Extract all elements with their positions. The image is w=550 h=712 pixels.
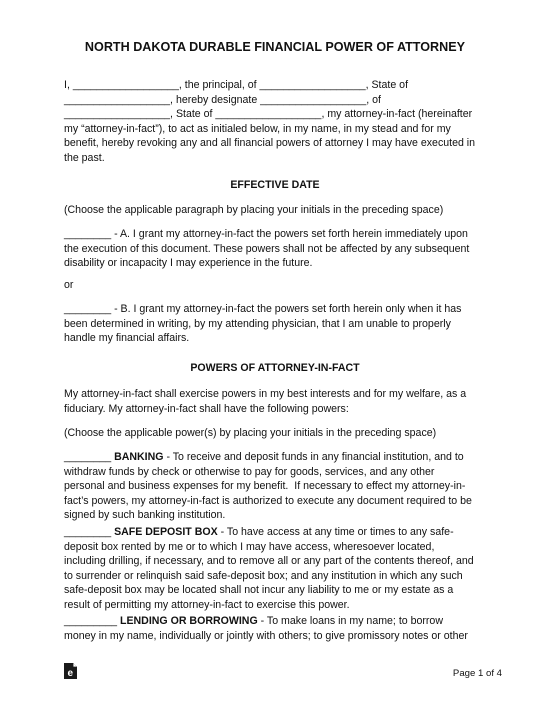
intro-line: __________________, hereby designate __________________, of — [64, 93, 381, 106]
intro-line: my “attorney-in-fact”), to act as initialed below, in my name, in my stead and for my — [64, 122, 451, 135]
effective-date-instruction — [64, 203, 490, 218]
lending-text: - To make loans in my name; to borrow — [257, 615, 443, 627]
option-a-line: disability or incapacity I may experience in the future. — [64, 257, 313, 269]
banking-line: personal and business expenses for my benefit. If necessary to effect my attorney-in- — [64, 480, 466, 492]
lending-line: money in my name, individually or jointly with others; to give promissory notes or other — [64, 629, 468, 642]
document-title: NORTH DAKOTA DURABLE FINANCIAL POWER OF ATTORNEY — [84, 40, 466, 54]
safe-deposit-label: SAFE DEPOSIT BOX — [114, 526, 218, 538]
banking-paragraph — [64, 450, 490, 523]
safe-deposit-text: - To have access at any time or times to any safe- — [217, 526, 454, 538]
intro-line: __________________, State of __________________, my attorney-in-fact (hereinafter — [64, 108, 473, 120]
intro-line: the past. — [64, 151, 105, 164]
initials-blank: ________ — [64, 451, 115, 463]
lending-label: LENDING OR BORROWING — [119, 615, 258, 627]
powers-instruction — [64, 426, 490, 441]
page-number: Page 1 of 4 — [452, 668, 502, 679]
or-label: or — [64, 279, 74, 291]
option-b-line: been determined in writing, by my attending physician, that I am unable to properly — [64, 317, 451, 330]
intro-line: benefit, hereby revoking any and all financial powers of attorney I may have executed in — [64, 137, 476, 149]
option-b-line: ________ - B. I grant my attorney-in-fact the powers set forth herein only when it has — [64, 303, 462, 315]
powers-intro-paragraph — [64, 387, 490, 416]
safe-deposit-line: including drilling, if necessary, and to remove all or any part of the contents thereof, and — [64, 555, 474, 567]
safe-deposit-first-line — [64, 525, 490, 540]
banking-line: signed by such banking institution. — [64, 509, 226, 521]
option-b-paragraph — [64, 302, 490, 346]
initials-blank: _________ — [64, 615, 120, 627]
banking-line: withdraw funds by check or otherwise to pay for goods, services, and any other — [64, 465, 435, 478]
lending-first-line — [64, 614, 490, 629]
safe-deposit-line: to surrender or relinquish said safe-deposit box; and any institution in which any such — [64, 569, 463, 582]
safe-deposit-line: deposit box rented by me or to which I may have access, wheresoever located, — [64, 540, 435, 553]
powers-intro-line: My attorney-in-fact shall exercise powers in my best interests and for my welfare, as a — [64, 388, 467, 400]
option-a-line: the execution of this document. These powers shall not be affected by any subsequent — [64, 242, 470, 255]
banking-line: fact’s powers, my attorney-in-fact is authorized to execute any document required to be — [64, 494, 472, 507]
banking-text: - To receive and deposit funds in any financial institution, and to — [163, 451, 464, 463]
effective-date-heading: EFFECTIVE DATE — [230, 179, 320, 191]
banking-label: BANKING — [114, 451, 164, 463]
lending-paragraph — [64, 614, 490, 643]
banking-first-line — [64, 450, 490, 465]
option-a-paragraph — [64, 227, 490, 271]
eforms-logo-icon — [63, 662, 78, 680]
intro-paragraph — [64, 78, 490, 165]
option-a-line: ________ - A. I grant my attorney-in-fact the powers set forth herein immediately upon — [64, 228, 468, 240]
powers-intro-line: fiduciary. My attorney-in-fact shall have the following powers: — [64, 402, 349, 415]
svg-text:e: e — [67, 668, 74, 679]
instruction-text: (Choose the applicable power(s) by placing your initials in the preceding space) — [64, 427, 437, 439]
instruction-text: (Choose the applicable paragraph by placing your initials in the preceding space) — [64, 204, 444, 216]
or-text — [64, 278, 490, 293]
safe-deposit-line: result of permitting my attorney-in-fact to exercise this power. — [64, 598, 350, 611]
safe-deposit-line: safe-deposit box may be located shall not incur any liability to me or my estate as a — [64, 584, 454, 596]
safe-deposit-paragraph — [64, 525, 490, 612]
intro-line: I, __________________, the principal, of __________________, State of — [64, 79, 409, 91]
initials-blank: ________ — [64, 526, 115, 538]
powers-heading: POWERS OF ATTORNEY-IN-FACT — [190, 362, 360, 374]
option-b-line: handle my financial affairs. — [64, 332, 190, 344]
